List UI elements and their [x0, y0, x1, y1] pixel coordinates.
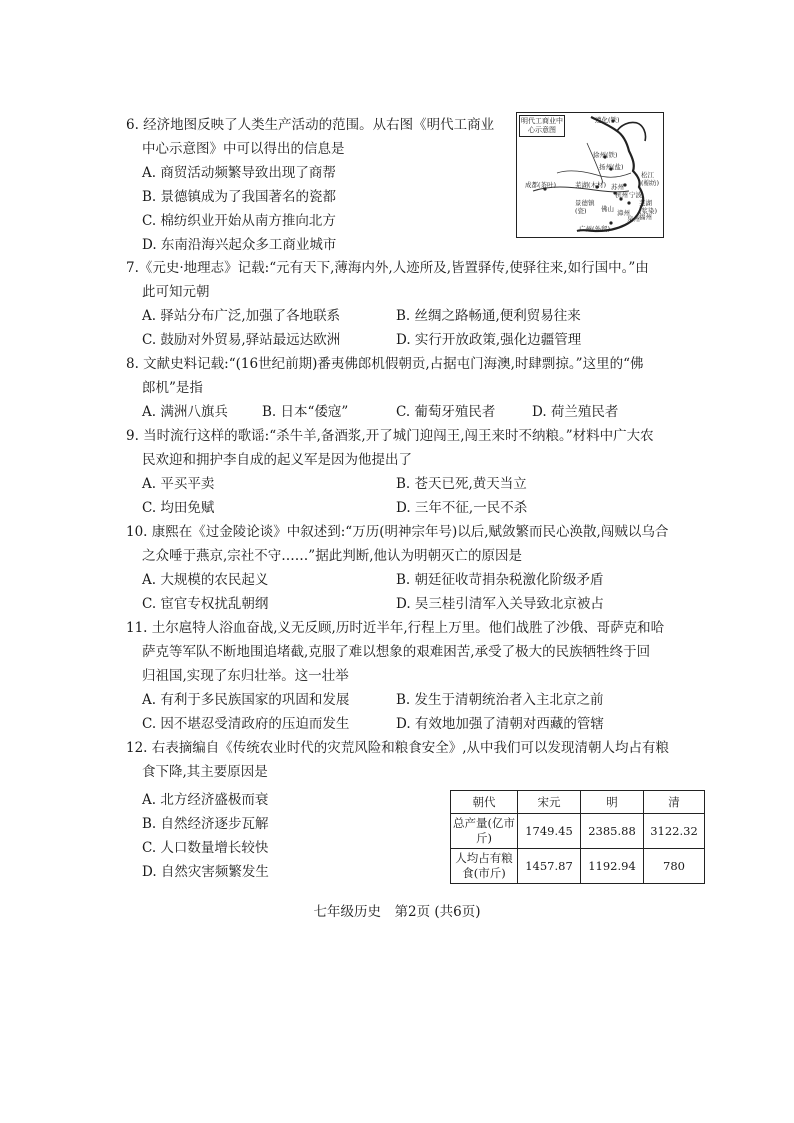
q7-option-b: B. 丝绸之路畅通,便利贸易往来 [396, 308, 581, 324]
q7-line2: 此可知元朝 [142, 284, 210, 300]
table-header: 清 [644, 791, 705, 814]
q7-line1: 7.《元史·地理志》记载:“元有天下,薄海内外,人迹所及,皆置驿传,使驿往来,如行国中。”由 [126, 260, 649, 276]
q10-option-c: C. 宦官专权扰乱朝纲 [142, 596, 269, 612]
map-label: 宁波 [629, 191, 642, 199]
q10-option-d: D. 吴三桂引清军入关导致北京被占 [396, 596, 604, 612]
q12-line1: 12. 右表摘编自《传统农业时代的灾荒风险和粮食安全》,从中我们可以发现清朝人均占有粮 [126, 740, 670, 756]
table-header: 朝代 [451, 791, 518, 814]
row-label: 人均占有粮食(市斤) [451, 849, 518, 884]
table-cell: 1192.94 [581, 849, 644, 884]
map-label: 福州 [639, 213, 652, 221]
q8-line2: 郎机”是指 [142, 380, 203, 396]
q8-option-a: A. 满洲八旗兵 [142, 404, 228, 420]
q10-line1: 10. 康熙在《过金陵论谈》中叙述到:“万历(明神宗年号)以后,赋敛繁而民心涣散,闯贼以乌合 [126, 524, 669, 540]
q6-option-b: B. 景德镇成为了我国著名的瓷都 [142, 189, 337, 205]
q9-line2: 民欢迎和拥护李自成的起义军是因为他提出了 [142, 452, 412, 468]
q10-option-a: A. 大规模的农民起义 [142, 572, 269, 588]
q11-line2: 萨克等军队不断地围追堵截,克服了难以想象的艰难困苦,承受了极大的民族牺牲终于回 [142, 644, 651, 660]
q12-option-a: A. 北方经济盛极而衰 [142, 792, 269, 808]
q9-option-d: D. 三年不征,一民不杀 [396, 500, 528, 516]
table-header-row [451, 791, 705, 814]
map-label: 遵化(铁) [595, 116, 620, 124]
map-label: 景德镇(瓷) [575, 199, 595, 215]
q6-option-d: D. 东南沿海兴起众多工商业城市 [142, 237, 337, 253]
map-label: 芜湖(木材) [575, 181, 607, 189]
q12-option-b: B. 自然经济逐步瓦解 [142, 816, 269, 832]
table-row [451, 849, 705, 884]
q9-line1: 9. 当时流行这样的歌谣:“杀牛羊,备酒浆,开了城门迎闯王,闯王来时不纳粮。”材料中广大农 [126, 428, 654, 444]
q12-option-c: C. 人口数量增长较快 [142, 840, 269, 856]
table-cell: 780 [644, 849, 705, 884]
map-title: 明代工商业中心示意图 [519, 115, 565, 137]
q11-line1: 11. 土尔扈特人浴血奋战,义无反顾,历时近半年,行程上万里。他们战胜了沙俄、哥萨克和哈 [126, 620, 665, 636]
q7-option-a: A. 驿站分布广泛,加强了各地联系 [142, 308, 341, 324]
map-label: 漳州 [617, 209, 630, 217]
map-label: 杭州 [615, 191, 628, 199]
q11-option-b: B. 发生于清朝统治者入主北京之前 [396, 692, 604, 708]
map-label: 广州(外贸) [579, 225, 611, 233]
table-header: 明 [581, 791, 644, 814]
map-label: 佛山 [601, 205, 614, 213]
q6-option-a: A. 商贸活动频繁导致出现了商帮 [142, 165, 336, 181]
q9-option-c: C. 均田免赋 [142, 500, 215, 516]
row-label: 总产量(亿市斤) [451, 814, 518, 849]
ming-commerce-map [516, 112, 664, 238]
q11-option-a: A. 有利于多民族国家的巩固和发展 [142, 692, 350, 708]
table-cell: 2385.88 [581, 814, 644, 849]
map-label: 松江(棉纺) [641, 171, 660, 187]
q7-option-c: C. 鼓励对外贸易,驿站最远达欧洲 [142, 332, 341, 348]
q11-line3: 归祖国,实现了东归壮举。这一壮举 [142, 668, 349, 684]
q12-line2: 食下降,其主要原因是 [142, 764, 268, 780]
q8-option-d: D. 荷兰殖民者 [532, 404, 619, 420]
page-footer: 七年级历史 第2页 (共6页) [313, 904, 481, 920]
q6-option-c: C. 棉纺织业开始从南方推向北方 [142, 213, 336, 229]
map-label: 泉州 [627, 215, 640, 223]
q6-line1: 6. 经济地图反映了人类生产活动的范围。从右图《明代工商业 [126, 117, 495, 133]
q9-option-a: A. 平买平卖 [142, 476, 215, 492]
table-cell: 1457.87 [518, 849, 581, 884]
q12-option-d: D. 自然灾害频繁发生 [142, 864, 269, 880]
q10-option-b: B. 朝廷征收苛捐杂税激化阶级矛盾 [396, 572, 604, 588]
map-label: 成都(茶叶) [525, 181, 557, 189]
q6-line2: 中心示意图》中可以得出的信息是 [142, 141, 345, 157]
map-label: 苏州 [611, 183, 624, 191]
table-header: 宋元 [518, 791, 581, 814]
table-row [451, 814, 705, 849]
map-label: 扬州(盐) [599, 163, 624, 171]
table-cell: 1749.45 [518, 814, 581, 849]
q7-option-d: D. 实行开放政策,强化边疆管理 [396, 332, 582, 348]
map-label: 徐州(铁) [593, 151, 618, 159]
q11-option-c: C. 因不堪忍受清政府的压迫而发生 [142, 716, 350, 732]
q10-line2: 之众唾于燕京,宗社不守……”据此判断,他认为明朝灭亡的原因是 [142, 548, 522, 564]
table-cell: 3122.32 [644, 814, 705, 849]
grain-table [450, 790, 705, 884]
q11-option-d: D. 有效地加强了清朝对西藏的管辖 [396, 716, 604, 732]
q8-line1: 8. 文献史料记载:“(16世纪前期)番夷佛郎机假朝贡,占据屯门海澳,时肆剽掠。”这里的“佛 [126, 356, 644, 372]
map-label: 芜湖(浆染) [639, 199, 658, 215]
q8-option-c: C. 葡萄牙殖民者 [396, 404, 496, 420]
q9-option-b: B. 苍天已死,黄天当立 [396, 476, 527, 492]
q8-option-b: B. 日本“倭寇” [262, 404, 349, 420]
